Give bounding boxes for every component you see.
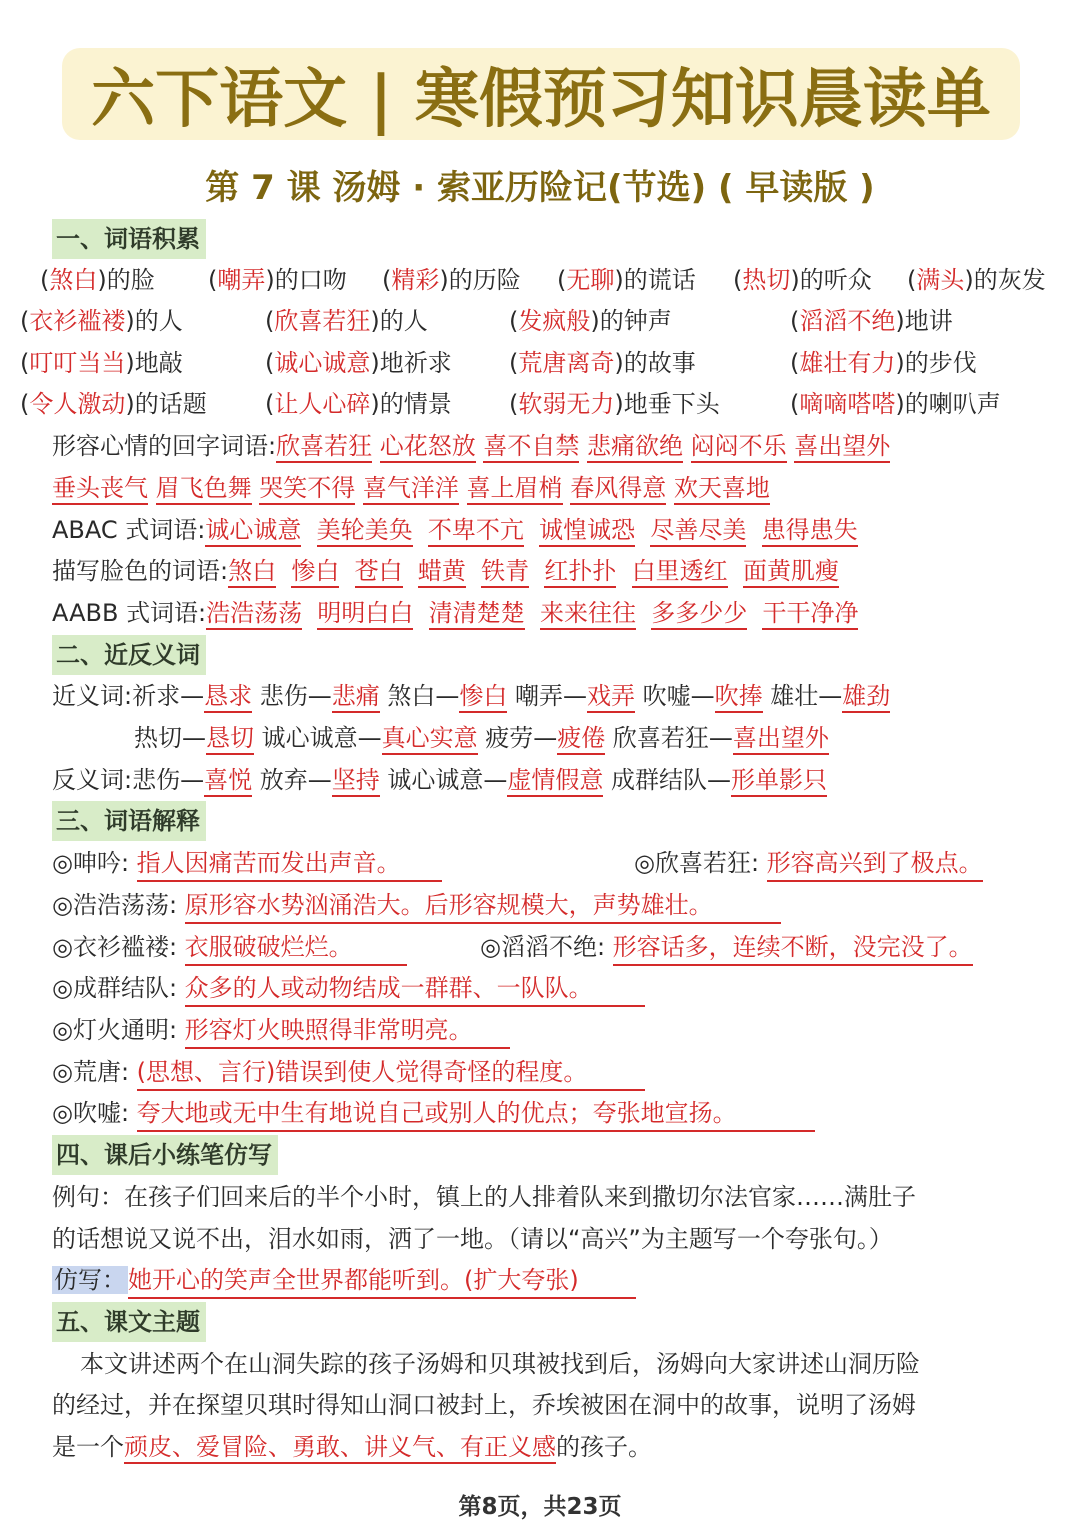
definition-item: ◎荒唐: (思想、言行)错误到使人觉得奇怪的程度。 [52, 1052, 645, 1092]
category-line-aabb: AABB 式词语:浩浩荡荡 明明白白 清清楚楚 来来往往 多多少少 干干净净 [52, 593, 858, 633]
category-line-face-color: 描写脸色的词语:煞白 惨白 苍白 蜡黄 铁青 红扑扑 白里透红 面黄肌瘦 [52, 551, 839, 591]
phrase-item: (欣喜若狂)的人 [265, 307, 428, 335]
imitation-label: 仿写： [54, 1266, 126, 1294]
section-heading-vocabulary: 一、词语积累 [52, 219, 206, 259]
theme-paragraph-line: 是一个顽皮、爱冒险、勇敢、讲义气、有正义感的孩子。 [52, 1427, 652, 1467]
definition-item: ◎衣衫褴褛: 衣服破破烂烂。 [52, 927, 407, 967]
section-heading-practice: 四、课后小练笔仿写 [52, 1135, 278, 1175]
category-line-mood-cont: 垂头丧气 眉飞色舞 哭笑不得 喜气洋洋 喜上眉梢 春风得意 欢天喜地 [52, 468, 770, 508]
theme-paragraph-line: 的经过，并在探望贝琪时得知山洞口被封上，乔埃被困在洞中的故事，说明了汤姆 [52, 1391, 916, 1419]
synonym-line: 热切—恳切 诚心诚意—真心实意 疲劳—疲倦 欣喜若狂—喜出望外 [134, 718, 829, 758]
phrase-item: (煞白)的脸 [40, 266, 155, 294]
category-line-mood: 形容心情的回字词语:欣喜若狂 心花怒放 喜不自禁 悲痛欲绝 闷闷不乐 喜出望外 [52, 426, 890, 466]
phrase-item: (叮叮当当)地敲 [20, 349, 183, 377]
phrase-item: (热切)的听众 [733, 266, 872, 294]
phrase-item: (诚心诚意)地祈求 [265, 349, 452, 377]
section-heading-theme: 五、课文主题 [52, 1302, 206, 1342]
imitation-answer: 她开心的笑声全世界都能听到。(扩大夸张) [128, 1263, 636, 1299]
lesson-subtitle: 第 7 课 汤姆 · 索亚历险记(节选) ( 早读版 ) [205, 168, 875, 208]
theme-paragraph-line: 本文讲述两个在山洞失踪的孩子汤姆和贝琪被找到后，汤姆向大家讲述山洞历险 [80, 1350, 920, 1378]
phrase-item: (让人心碎)的情景 [265, 390, 452, 418]
phrase-item: (衣衫褴褛)的人 [20, 307, 183, 335]
phrase-item: (软弱无力)地垂下头 [509, 390, 720, 418]
phrase-item: (雄壮有力)的步伐 [790, 349, 977, 377]
phrase-item: (嘲弄)的口吻 [208, 266, 347, 294]
theme-keywords: 顽皮、爱冒险、勇敢、讲义气、有正义感 [124, 1433, 556, 1464]
definition-item: ◎成群结队: 众多的人或动物结成一群群、一队队。 [52, 968, 645, 1008]
phrase-item: (精彩)的历险 [382, 266, 521, 294]
definition-item: ◎欣喜若狂: 形容高兴到了极点。 [634, 843, 983, 883]
phrase-item: (嘀嘀嗒嗒)的喇叭声 [790, 390, 1001, 418]
section-heading-synonyms: 二、近反义词 [52, 635, 206, 675]
definition-item: ◎滔滔不绝: 形容话多，连续不断，没完没了。 [480, 927, 973, 967]
phrase-item: (无聊)的谎话 [557, 266, 696, 294]
synonym-line: 近义词:祈求—恳求 悲伤—悲痛 煞白—惨白 嘲弄—戏弄 吹嘘—吹捧 雄壮—雄劲 [52, 676, 890, 716]
section-heading-definitions: 三、词语解释 [52, 801, 206, 841]
definition-item: ◎呻吟: 指人因痛苦而发出声音。 [52, 843, 442, 883]
phrase-item: (满头)的灰发 [907, 266, 1046, 294]
example-sentence-cont: 的话想说又说不出，泪水如雨，洒了一地。（请以“高兴”为主题写一个夸张句。） [52, 1225, 893, 1253]
category-line-abac: ABAC 式词语:诚心诚意 美轮美奂 不卑不亢 诚惶诚恐 尽善尽美 患得患失 [52, 510, 858, 550]
phrase-item: (发疯般)的钟声 [509, 307, 672, 335]
phrase-item: (令人激动)的话题 [20, 390, 207, 418]
phrase-item: (荒唐离奇)的故事 [509, 349, 696, 377]
antonym-line: 反义词:悲伤—喜悦 放弃—坚持 诚心诚意—虚情假意 成群结队—形单影只 [52, 760, 827, 800]
page-number: 第8页，共23页 [458, 1494, 622, 1520]
definition-item: ◎浩浩荡荡: 原形容水势汹涌浩大。后形容规模大，声势雄壮。 [52, 885, 781, 925]
imitation-line [52, 1260, 636, 1300]
page-title: 六下语文 | 寒假预习知识晨读单 [91, 62, 991, 137]
phrase-item: (滔滔不绝)地讲 [790, 307, 953, 335]
example-sentence: 例句：在孩子们回来后的半个小时，镇上的人排着队来到撒切尔法官家……满肚子 [52, 1183, 916, 1211]
definition-item: ◎灯火通明: 形容灯火映照得非常明亮。 [52, 1010, 510, 1050]
definition-item: ◎吹嘘: 夸大地或无中生有地说自己或别人的优点；夸张地宣扬。 [52, 1093, 815, 1133]
